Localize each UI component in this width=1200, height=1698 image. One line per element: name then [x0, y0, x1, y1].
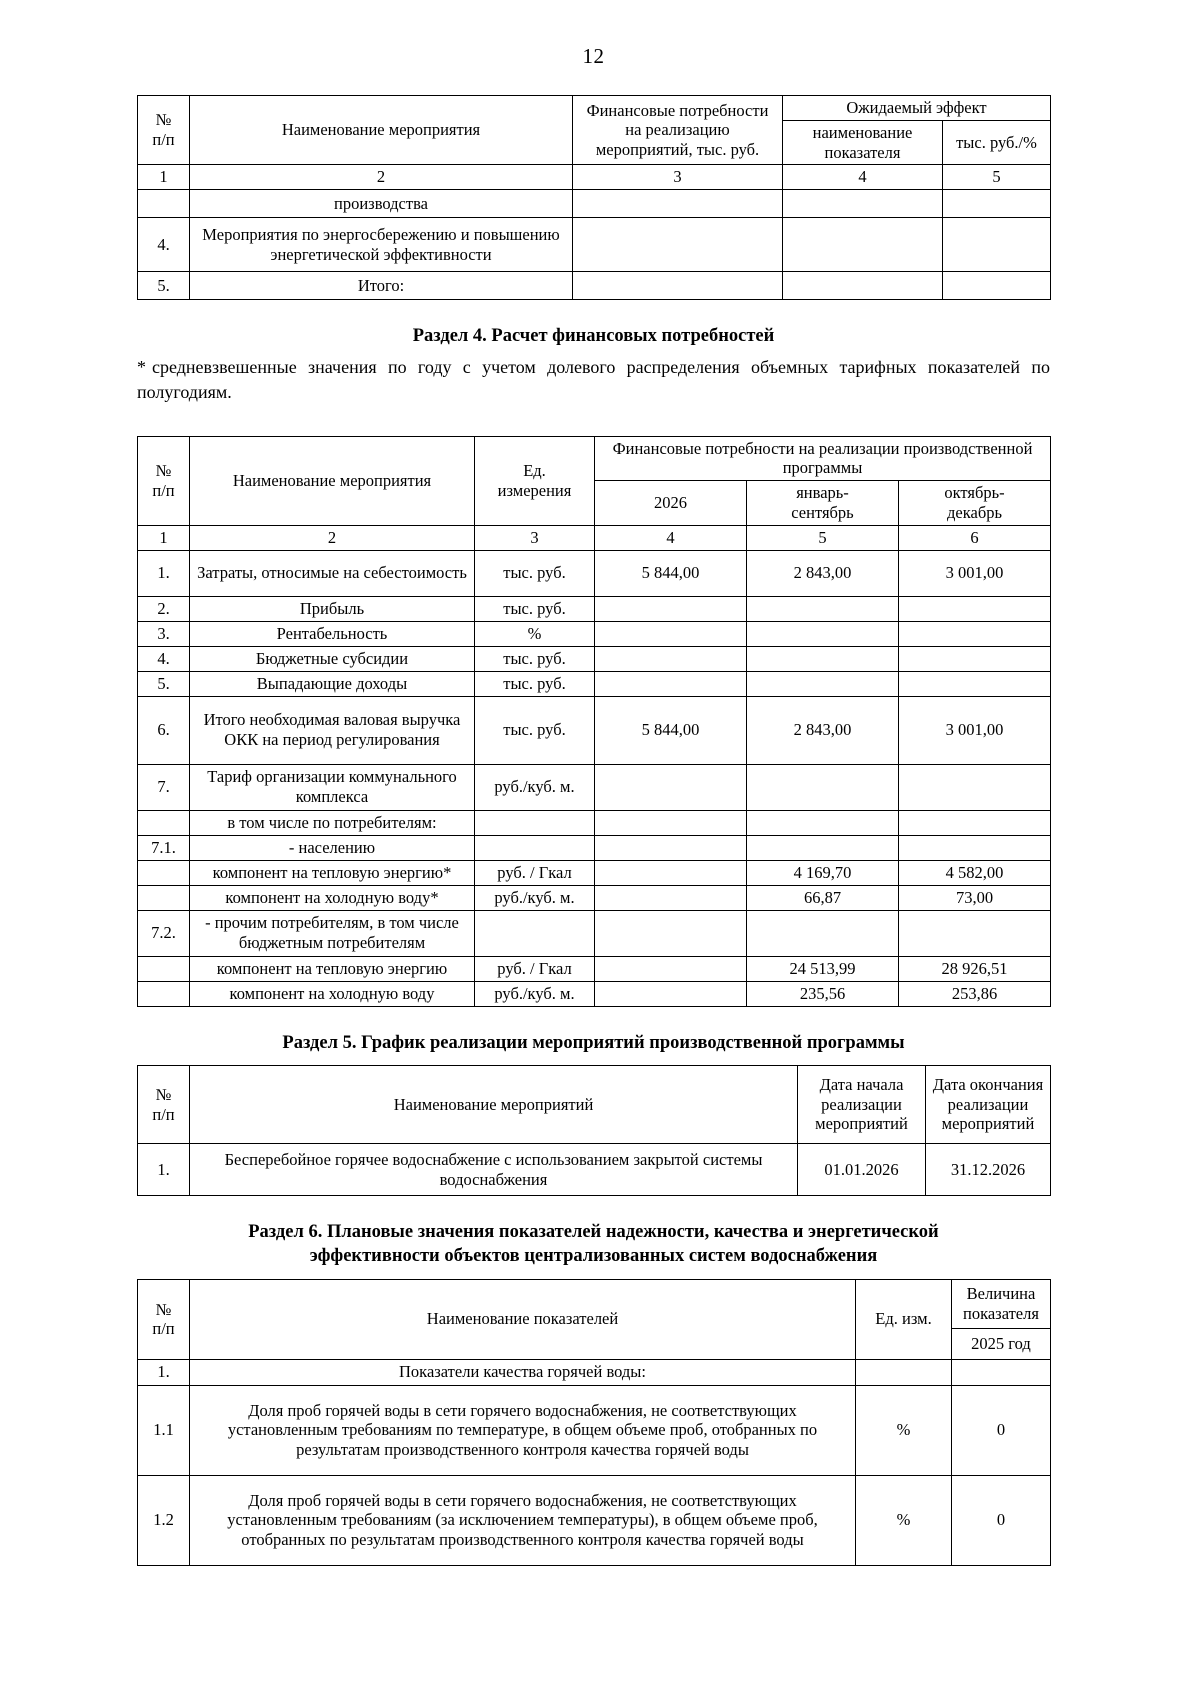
cell-jan-sep — [747, 646, 899, 671]
cell-year — [595, 956, 747, 981]
col-num: 3 — [475, 525, 595, 550]
header-indicator-name: Наименование показателей — [190, 1279, 856, 1359]
table-row — [138, 885, 1051, 910]
cell-no — [138, 860, 190, 885]
cell-no: 6. — [138, 696, 190, 764]
cell-no — [138, 810, 190, 835]
cell-name: Доля проб горячей воды в сети горячего водоснабжения, не соответствующих установленным требованиям по температуре, в общем объеме проб, отобранных по результатам производственного контроля качества горячей воды — [190, 1385, 856, 1475]
cell-no: 2. — [138, 596, 190, 621]
cell-name: - прочим потребителям, в том числе бюджетным потребителям — [190, 910, 475, 956]
cell-no: 4. — [138, 646, 190, 671]
col-num: 1 — [138, 525, 190, 550]
cell-no: 4. — [138, 218, 190, 272]
note-text: средневзвешенные значения по году с учетом долевого распределения объемных тарифных показателей по полугодиям. — [137, 356, 1050, 403]
cell-unit — [475, 910, 595, 956]
cell-finance — [573, 190, 783, 218]
cell-effect-value — [943, 190, 1051, 218]
cell-oct-dec: 73,00 — [899, 885, 1051, 910]
cell-effect-name — [783, 272, 943, 300]
cell-unit: руб. / Гкал — [475, 956, 595, 981]
note-asterisk: * — [137, 356, 146, 377]
table-row — [138, 835, 1051, 860]
cell-year — [595, 860, 747, 885]
cell-oct-dec — [899, 596, 1051, 621]
col-num: 4 — [595, 525, 747, 550]
cell-oct-dec — [899, 671, 1051, 696]
cell-unit: тыс. руб. — [475, 596, 595, 621]
cell-jan-sep — [747, 810, 899, 835]
table-row — [138, 810, 1051, 835]
cell-year — [595, 835, 747, 860]
table-row — [138, 218, 1051, 272]
header-no: № п/п — [138, 1279, 190, 1359]
cell-year — [595, 596, 747, 621]
cell-no: 1. — [138, 550, 190, 596]
cell-jan-sep — [747, 671, 899, 696]
cell-name: Прибыль — [190, 596, 475, 621]
cell-name: Итого: — [190, 272, 573, 300]
cell-no: 1.2 — [138, 1475, 190, 1565]
cell-oct-dec: 3 001,00 — [899, 550, 1051, 596]
header-measure-name: Наименование мероприятия — [190, 436, 475, 525]
cell-jan-sep: 2 843,00 — [747, 550, 899, 596]
cell-no: 7.2. — [138, 910, 190, 956]
cell-end-date: 31.12.2026 — [926, 1144, 1051, 1196]
cell-no: 1. — [138, 1359, 190, 1385]
cell-oct-dec: 28 926,51 — [899, 956, 1051, 981]
cell-no — [138, 956, 190, 981]
table-row-total — [138, 272, 1051, 300]
col-num: 2 — [190, 165, 573, 190]
cell-unit: % — [475, 621, 595, 646]
cell-no: 3. — [138, 621, 190, 646]
cell-value: 0 — [952, 1475, 1051, 1565]
cell-name: Тариф организации коммунального комплекса — [190, 764, 475, 810]
cell-no — [138, 885, 190, 910]
cell-oct-dec: 253,86 — [899, 981, 1051, 1006]
header-no: № п/п — [138, 1066, 190, 1144]
cell-unit: тыс. руб. — [475, 646, 595, 671]
table-row-group — [138, 1359, 1051, 1385]
table-row — [138, 696, 1051, 764]
header-no: № п/п — [138, 436, 190, 525]
cell-no: 5. — [138, 272, 190, 300]
section4-title: Раздел 4. Расчет финансовых потребностей — [412, 326, 775, 347]
header-measure-name: Наименование мероприятия — [190, 96, 573, 165]
cell-finance — [573, 272, 783, 300]
cell-name: Рентабельность — [190, 621, 475, 646]
col-num: 6 — [899, 525, 1051, 550]
indicators-table — [137, 1279, 1051, 1566]
cell-oct-dec — [899, 835, 1051, 860]
cell-year: 5 844,00 — [595, 696, 747, 764]
header-end-date: Дата окончания реализации мероприятий — [926, 1066, 1051, 1144]
col-num: 1 — [138, 165, 190, 190]
table-row — [138, 1385, 1051, 1475]
col-num: 2 — [190, 525, 475, 550]
cell-name: Итого необходимая валовая выручка ОКК на период регулирования — [190, 696, 475, 764]
header-expected-effect: Ожидаемый эффект — [783, 96, 1051, 121]
cell-name: в том числе по потребителям: — [190, 810, 475, 835]
cell-no: 1. — [138, 1144, 190, 1196]
cell-unit — [475, 810, 595, 835]
table-row — [138, 646, 1051, 671]
header-finance-need: Финансовые потребности на реализацию мероприятий, тыс. руб. — [573, 96, 783, 165]
header-period-oct-dec: октябрь- декабрь — [899, 481, 1051, 526]
cell-year — [595, 981, 747, 1006]
header-finance-group: Финансовые потребности на реализации производственной программы — [595, 436, 1051, 481]
cell-year — [595, 885, 747, 910]
table-row — [138, 910, 1051, 956]
cell-unit: % — [856, 1475, 952, 1565]
cell-name: компонент на холодную воду — [190, 981, 475, 1006]
cell-name: Бесперебойное горячее водоснабжение с использованием закрытой системы водоснабжения — [190, 1144, 798, 1196]
cell-name: Мероприятия по энергосбережению и повышению энергетической эффективности — [190, 218, 573, 272]
cell-oct-dec — [899, 764, 1051, 810]
cell-name: производства — [190, 190, 573, 218]
cell-oct-dec: 3 001,00 — [899, 696, 1051, 764]
cell-effect-value — [943, 272, 1051, 300]
cell-year: 5 844,00 — [595, 550, 747, 596]
cell-year — [595, 764, 747, 810]
cell-jan-sep: 24 513,99 — [747, 956, 899, 981]
col-num: 5 — [943, 165, 1051, 190]
cell-oct-dec — [899, 810, 1051, 835]
cell-unit: тыс. руб. — [475, 671, 595, 696]
cell-year — [595, 810, 747, 835]
table-header-row — [138, 1279, 1051, 1328]
cell-unit: % — [856, 1385, 952, 1475]
table-row — [138, 981, 1051, 1006]
column-number-row — [138, 525, 1051, 550]
cell-name: - населению — [190, 835, 475, 860]
cell-oct-dec — [899, 910, 1051, 956]
table-header-row — [138, 96, 1051, 121]
measures-table — [137, 95, 1051, 300]
section6-title-line1: Раздел 6. Плановые значения показателей надежности, качества и энергетической — [248, 1222, 939, 1243]
financial-needs-table — [137, 436, 1051, 1007]
cell-year — [595, 671, 747, 696]
header-value: Величина показателя — [952, 1279, 1051, 1328]
header-period-jan-sep: январь- сентябрь — [747, 481, 899, 526]
header-start-date: Дата начала реализации мероприятий — [798, 1066, 926, 1144]
section5-title: Раздел 5. График реализации мероприятий производственной программы — [282, 1032, 905, 1053]
cell-name: компонент на тепловую энергию — [190, 956, 475, 981]
cell-unit: тыс. руб. — [475, 696, 595, 764]
schedule-table — [137, 1065, 1051, 1196]
header-no: № п/п — [138, 96, 190, 165]
table-row — [138, 190, 1051, 218]
header-measure-name: Наименование мероприятий — [190, 1066, 798, 1144]
cell-year — [595, 910, 747, 956]
cell-unit — [475, 835, 595, 860]
section6-title-line2: эффективности объектов централизованных систем водоснабжения — [309, 1246, 878, 1267]
header-effect-value: тыс. руб./% — [943, 120, 1051, 165]
section4-note — [137, 355, 1050, 406]
cell-value: 0 — [952, 1385, 1051, 1475]
cell-oct-dec: 4 582,00 — [899, 860, 1051, 885]
cell-unit: руб./куб. м. — [475, 885, 595, 910]
cell-effect-value — [943, 218, 1051, 272]
table-row — [138, 956, 1051, 981]
cell-name: Затраты, относимые на себестоимость — [190, 550, 475, 596]
column-number-row — [138, 165, 1051, 190]
section6-title — [137, 1220, 1050, 1269]
cell-name: Доля проб горячей воды в сети горячего водоснабжения, не соответствующих установленным требованиям (за исключением температуры), в общем объеме проб, отобранных по результатам производственного контроля качества горячей воды — [190, 1475, 856, 1565]
cell-oct-dec — [899, 621, 1051, 646]
table-row — [138, 860, 1051, 885]
cell-unit: руб. / Гкал — [475, 860, 595, 885]
table-row — [138, 671, 1051, 696]
cell-jan-sep: 2 843,00 — [747, 696, 899, 764]
cell-name: компонент на холодную воду* — [190, 885, 475, 910]
cell-jan-sep: 4 169,70 — [747, 860, 899, 885]
cell-name: Выпадающие доходы — [190, 671, 475, 696]
cell-jan-sep — [747, 596, 899, 621]
table-row — [138, 1144, 1051, 1196]
cell-finance — [573, 218, 783, 272]
cell-value — [952, 1359, 1051, 1385]
cell-jan-sep — [747, 835, 899, 860]
cell-year — [595, 621, 747, 646]
table-row — [138, 621, 1051, 646]
table-header-row — [138, 1066, 1051, 1144]
col-num: 5 — [747, 525, 899, 550]
cell-name: компонент на тепловую энергию* — [190, 860, 475, 885]
cell-jan-sep: 235,56 — [747, 981, 899, 1006]
table-row — [138, 1475, 1051, 1565]
cell-no — [138, 190, 190, 218]
col-num: 3 — [573, 165, 783, 190]
cell-year — [595, 646, 747, 671]
cell-no: 1.1 — [138, 1385, 190, 1475]
col-num: 4 — [783, 165, 943, 190]
cell-oct-dec — [899, 646, 1051, 671]
header-unit: Ед. измерения — [475, 436, 595, 525]
cell-jan-sep — [747, 910, 899, 956]
cell-no: 7. — [138, 764, 190, 810]
cell-no: 5. — [138, 671, 190, 696]
table-header-row — [138, 436, 1051, 481]
cell-no: 7.1. — [138, 835, 190, 860]
cell-no — [138, 981, 190, 1006]
cell-jan-sep — [747, 621, 899, 646]
cell-jan-sep: 66,87 — [747, 885, 899, 910]
table-row — [138, 550, 1051, 596]
table-row — [138, 764, 1051, 810]
cell-start-date: 01.01.2026 — [798, 1144, 926, 1196]
page-number: 12 — [582, 44, 605, 68]
cell-effect-name — [783, 218, 943, 272]
cell-effect-name — [783, 190, 943, 218]
cell-unit: руб./куб. м. — [475, 981, 595, 1006]
header-year: 2026 — [595, 481, 747, 526]
header-unit: Ед. изм. — [856, 1279, 952, 1359]
cell-name: Показатели качества горячей воды: — [190, 1359, 856, 1385]
header-effect-indicator-name: наименование показателя — [783, 120, 943, 165]
cell-unit: руб./куб. м. — [475, 764, 595, 810]
cell-jan-sep — [747, 764, 899, 810]
table-row — [138, 596, 1051, 621]
cell-unit: тыс. руб. — [475, 550, 595, 596]
cell-name: Бюджетные субсидии — [190, 646, 475, 671]
header-value-year: 2025 год — [952, 1328, 1051, 1359]
cell-unit — [856, 1359, 952, 1385]
